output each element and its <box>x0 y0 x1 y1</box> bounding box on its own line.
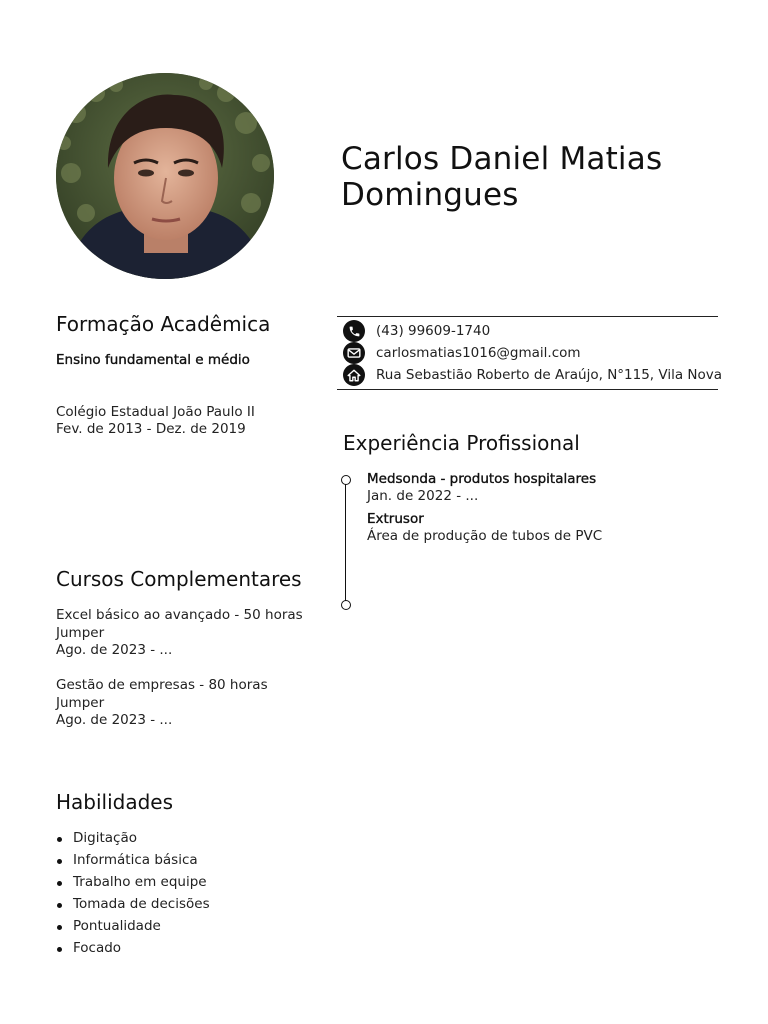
contact-phone: (43) 99609-1740 <box>376 323 491 339</box>
skill-label: Digitação <box>73 830 137 846</box>
home-icon <box>343 364 365 386</box>
skill-label: Trabalho em equipe <box>73 873 207 890</box>
skill-item <box>56 872 210 894</box>
bullet-icon <box>57 947 62 952</box>
experience-company: Medsonda - produtos hospitalares <box>367 471 597 487</box>
skill-item <box>56 850 210 872</box>
phone-icon <box>343 320 365 342</box>
skills-heading: Habilidades <box>56 790 174 814</box>
name-line-1: Carlos Daniel Matias <box>341 141 663 177</box>
timeline-start-dot <box>341 475 351 485</box>
experience-timeline <box>345 480 346 605</box>
course-date: Ago. de 2023 - ... <box>56 642 173 658</box>
course-institution: Jumper <box>56 694 105 711</box>
contact-address: Rua Sebastião Roberto de Araújo, N°115, Vila Nova <box>376 367 723 383</box>
contact-email: carlosmatias1016@gmail.com <box>376 345 581 361</box>
experience-description: Área de produção de tubos de PVC <box>367 528 603 544</box>
mail-icon <box>343 342 365 364</box>
timeline-end-dot <box>341 600 351 610</box>
skill-item <box>56 828 210 850</box>
education-level: Ensino fundamental e médio <box>56 352 250 368</box>
education-period: Fev. de 2013 - Dez. de 2019 <box>56 421 246 437</box>
skills-list <box>56 828 210 959</box>
experience-heading: Experiência Profissional <box>343 431 580 455</box>
candidate-name <box>341 141 741 213</box>
bullet-icon <box>57 925 62 930</box>
skill-item <box>56 916 210 938</box>
experience-role: Extrusor <box>367 511 424 527</box>
course-item <box>56 607 303 660</box>
course-date: Ago. de 2023 - ... <box>56 712 173 728</box>
name-line-2: Domingues <box>341 177 519 213</box>
skill-item <box>56 894 210 916</box>
skill-label: Tomada de decisões <box>73 895 210 912</box>
skill-label: Informática básica <box>73 851 198 868</box>
skill-label: Pontualidade <box>73 917 161 934</box>
skill-label: Focado <box>73 939 122 956</box>
course-title: Excel básico ao avançado - 50 horas <box>56 607 303 623</box>
courses-heading: Cursos Complementares <box>56 567 302 591</box>
contact-address-row <box>343 364 722 386</box>
education-heading: Formação Acadêmica <box>56 312 271 336</box>
skill-item <box>56 938 210 960</box>
course-title: Gestão de empresas - 80 horas <box>56 677 268 693</box>
bullet-icon <box>57 837 62 842</box>
bullet-icon <box>57 903 62 908</box>
profile-photo <box>56 73 274 279</box>
course-item <box>56 677 268 730</box>
contact-phone-row <box>343 320 490 342</box>
education-school: Colégio Estadual João Paulo II <box>56 404 255 420</box>
bullet-icon <box>57 859 62 864</box>
contact-bar <box>337 316 723 390</box>
course-institution: Jumper <box>56 624 105 641</box>
contact-email-row <box>343 342 581 364</box>
bullet-icon <box>57 881 62 886</box>
experience-period: Jan. de 2022 - ... <box>367 488 479 504</box>
